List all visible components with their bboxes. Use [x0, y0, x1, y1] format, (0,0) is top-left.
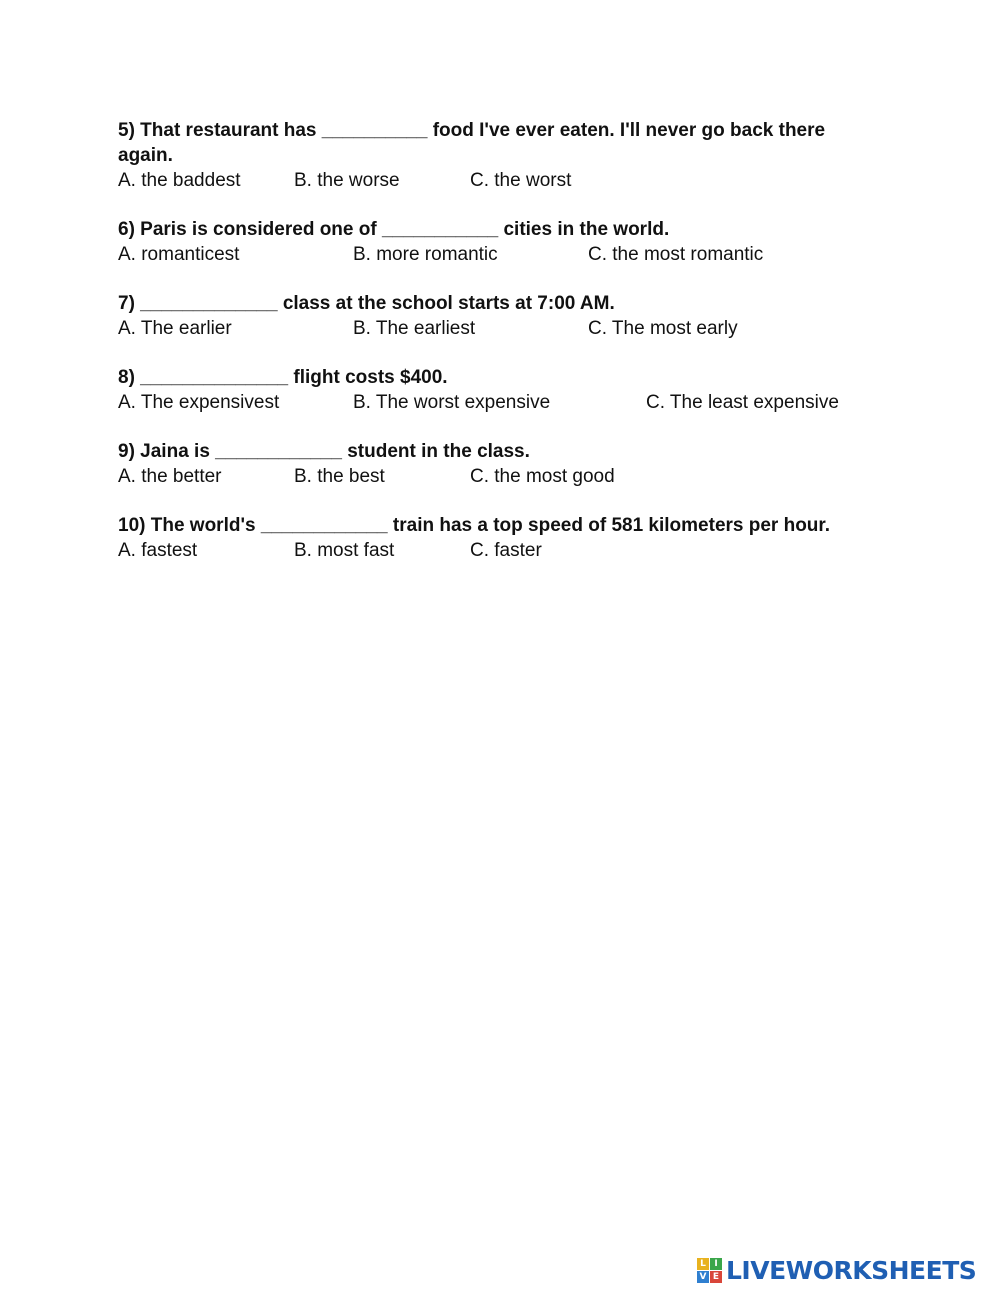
answer-options [118, 168, 858, 194]
question-7 [118, 291, 858, 342]
option-c[interactable]: C. The least expensive [646, 392, 839, 413]
option-b[interactable]: B. more romantic [353, 244, 498, 265]
answer-options [118, 316, 858, 342]
question-text: 9) Jaina is ____________ student in the class. [118, 441, 530, 462]
option-a[interactable]: A. the better [118, 466, 222, 487]
option-b[interactable]: B. most fast [294, 540, 395, 561]
worksheet [118, 118, 858, 587]
question-text: 5) That restaurant has __________ food I've ever eaten. I'll never go back there again. [118, 120, 826, 166]
question-6 [118, 217, 858, 268]
logo-mark-icon [697, 1258, 722, 1283]
question-8 [118, 365, 858, 416]
option-c[interactable]: C. the worst [470, 170, 572, 191]
question-9 [118, 439, 858, 490]
option-c[interactable]: C. the most romantic [588, 244, 764, 265]
option-c[interactable]: C. faster [470, 540, 542, 561]
option-a[interactable]: A. romanticest [118, 244, 240, 265]
option-b[interactable]: B. The worst expensive [353, 392, 551, 413]
question-text: 10) The world's ____________ train has a top speed of 581 kilometers per hour. [118, 515, 831, 536]
option-c[interactable]: C. the most good [470, 466, 615, 487]
option-b[interactable]: B. the worse [294, 170, 400, 191]
answer-options [118, 242, 858, 268]
liveworksheets-logo [697, 1255, 976, 1285]
logo-cell: E [710, 1271, 722, 1283]
answer-options [118, 390, 858, 416]
option-b[interactable]: B. The earliest [353, 318, 476, 339]
question-text: 7) _____________ class at the school starts at 7:00 AM. [118, 293, 615, 314]
brand-name: LIVEWORKSHEETS [726, 1255, 977, 1285]
option-a[interactable]: A. fastest [118, 540, 198, 561]
option-a[interactable]: A. The earlier [118, 318, 232, 339]
logo-cell: I [710, 1258, 722, 1270]
answer-options [118, 538, 858, 564]
question-text: 6) Paris is considered one of ___________ cities in the world. [118, 219, 670, 240]
option-a[interactable]: A. The expensivest [118, 392, 280, 413]
question-text: 8) ______________ flight costs $400. [118, 367, 448, 388]
option-a[interactable]: A. the baddest [118, 170, 241, 191]
option-c[interactable]: C. The most early [588, 318, 738, 339]
logo-cell: L [697, 1258, 709, 1270]
logo-cell: V [697, 1271, 709, 1283]
option-b[interactable]: B. the best [294, 466, 385, 487]
answer-options [118, 464, 858, 490]
question-10 [118, 513, 858, 564]
question-5 [118, 118, 858, 194]
